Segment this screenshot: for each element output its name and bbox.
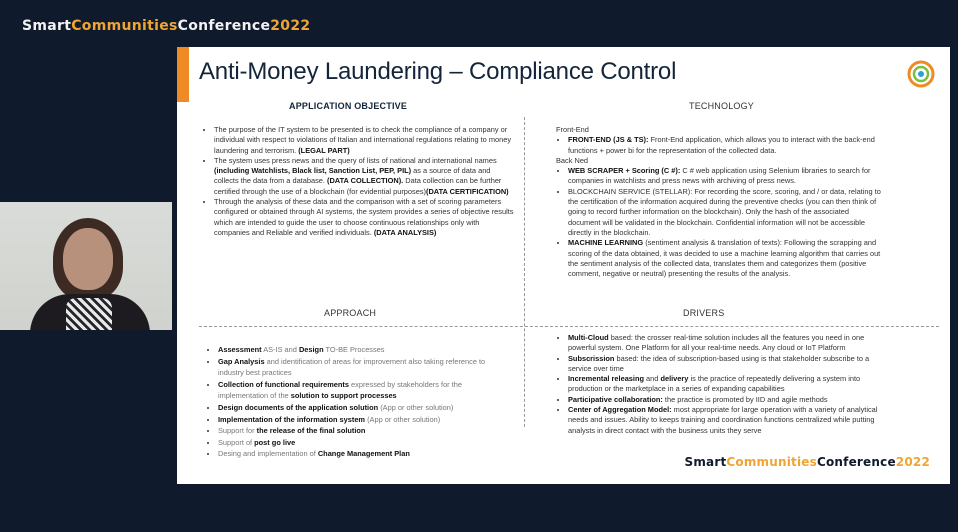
approach-item-text: TO-BE Processes <box>323 345 385 354</box>
approach-item-title: the release of the final solution <box>256 426 366 436</box>
drivers-list <box>556 333 881 436</box>
front-end-label: Front-End <box>556 125 589 134</box>
approach-item-text: expressed by stakeholders for the implementation of the <box>218 379 462 401</box>
application-objective-list <box>202 125 514 238</box>
logo-text-communities: Communities <box>71 18 178 34</box>
approach-item-title: Change Management Plan <box>317 449 410 459</box>
objective-item <box>214 197 514 238</box>
driver-item <box>568 374 881 395</box>
driver-item <box>568 354 881 375</box>
driver-item-text: is the practice of repeatedly delivering a system into production or the marketplace in a series of expanding capabilities <box>568 374 861 394</box>
technology-item <box>568 166 881 187</box>
objective-tag: (DATA CERTIFICATION) <box>426 186 509 196</box>
logo-text-smart: Smart <box>22 18 72 34</box>
approach-item <box>218 402 506 414</box>
technology-item-title: FRONT-END (JS & TS): <box>568 135 649 145</box>
approach-item <box>218 448 506 460</box>
logo-text-conference: Conference <box>177 18 271 34</box>
speaker-video <box>0 202 172 330</box>
approach-item <box>218 414 506 426</box>
technology-item <box>568 187 881 238</box>
driver-item <box>568 395 881 405</box>
column-divider <box>524 117 525 427</box>
logo-text-smart: Smart <box>684 455 727 469</box>
logo-text-year: 2022 <box>270 18 311 34</box>
approach-item-text: Support for <box>218 426 257 436</box>
objective-tag: (including Watchlists, Black list, Sanction List, PEP, PIL) <box>214 166 412 176</box>
technology-item-title: MACHINE LEARNING <box>568 238 644 248</box>
technology-item-title: WEB SCRAPER + Scoring (C #): <box>568 166 681 176</box>
objective-text: Through the analysis of these data and the comparison with a set of scoring parameters configured or obtained through AI systems, the system provides a series of objective results which are intended to guide the user to choose continuous relationships only with companies and Reliable and verified individuals. <box>214 197 514 237</box>
driver-item-title: Multi-Cloud <box>568 333 609 342</box>
technology-item <box>568 238 881 279</box>
objective-tag: (DATA ANALYSIS) <box>373 227 437 237</box>
approach-item-text: (App or other solution) <box>365 414 441 424</box>
approach-item-title: Implementation of the information system <box>218 414 366 424</box>
technology-item-text: Front-End application, which allows you to interact with the back-end functions + power bi for the representation of the collected data. <box>568 135 875 155</box>
driver-item-text: the practice is promoted by IID and agile methods <box>662 394 828 404</box>
approach-item <box>218 379 506 402</box>
objective-text: The purpose of the IT system to be presented is to check the compliance of a company or individual with respect to violations of Italian and international regulations relating to money laundering and terrorism. <box>214 125 512 155</box>
presentation-slide <box>177 47 950 484</box>
row-divider <box>199 326 939 327</box>
logo-text-communities: Communities <box>726 455 817 469</box>
driver-item <box>568 405 881 436</box>
driver-item-text: based: the crosser real-time solution includes all the features you need in one powerful system. One Platform for all your real-time needs. Any cloud or IoT Platform <box>568 333 865 353</box>
approach-item-title: Collection of functional requirements <box>218 379 349 389</box>
conference-mark-icon <box>906 59 936 89</box>
driver-item-title: Center of Aggregation Model: <box>568 405 672 415</box>
driver-item-title: delivery <box>660 374 689 384</box>
logo-text-conference: Conference <box>816 455 896 469</box>
approach-item-text: Desing and implementation of <box>218 449 318 459</box>
application-objective-header: APPLICATION OBJECTIVE <box>289 101 408 111</box>
approach-item-text: AS-IS and <box>261 345 299 354</box>
objective-tag: (LEGAL PART) <box>298 145 350 155</box>
approach-item <box>218 425 506 437</box>
driver-item <box>568 333 881 354</box>
objective-text: as a source of data and collects the data from a database. <box>214 166 491 186</box>
driver-item-title: Subscrission <box>568 353 615 363</box>
speaker-face <box>63 228 113 290</box>
drivers-header: DRIVERS <box>683 308 725 318</box>
driver-item-title: Participative collaboration: <box>568 394 663 404</box>
slide-title: Anti-Money Laundering – Compliance Control <box>199 58 677 85</box>
objective-text: Data collection can be further certified through the use of a blockchain (for evidential purposes) <box>214 176 502 196</box>
driver-item-text: and <box>644 374 661 384</box>
approach-item-text: and identification of areas for improvement also taking reference to industry best practices <box>218 356 486 378</box>
technology-header: TECHNOLOGY <box>689 101 755 111</box>
driver-item-text: most appropriate for large operation with a variety of analytical needs and issues. Ability to keeps training and coordination functions centralized while putting analysts in direct contact with the business units they serve <box>568 405 878 435</box>
technology-item <box>568 135 881 156</box>
objective-item <box>214 156 514 197</box>
approach-item-title: Assessment <box>218 345 262 354</box>
approach-list <box>206 344 506 460</box>
approach-item-text: (App or other solution) <box>378 402 454 412</box>
speaker-shirt <box>66 298 112 330</box>
approach-item <box>218 356 506 379</box>
technology-list <box>556 125 881 279</box>
approach-item-title: post go live <box>254 437 296 447</box>
approach-item-title: Gap Analysis <box>218 356 265 366</box>
slide-conference-logo <box>684 455 930 469</box>
objective-text: The system uses press news and the query of lists of national and international names <box>214 155 497 165</box>
technology-item-text: (sentiment analysis & translation of texts): Following the scrapping and scoring of the data obtained, it was decided to use a machine learning algorithm that carries out the sentiment analysis of the collected data, translates them and categorizes them (positive comment, negative or neutral) presenting the results of the analysis. <box>568 238 881 279</box>
driver-item-text: based: the idea of subscription-based using is that stakeholder subscribe to a service over time <box>568 353 870 373</box>
title-accent-bar <box>177 47 189 102</box>
approach-item-title: solution to support processes <box>290 391 397 401</box>
approach-item <box>218 344 506 356</box>
driver-item-title: Incremental releasing <box>568 374 644 384</box>
approach-header: APPROACH <box>324 308 377 318</box>
logo-text-year: 2022 <box>895 455 930 469</box>
approach-item-title: Design documents of the application solution <box>218 402 379 412</box>
back-end-label: Back Ned <box>556 155 589 165</box>
conference-logo <box>22 18 310 34</box>
objective-item <box>214 125 514 156</box>
approach-item-text: Support of <box>218 437 255 447</box>
approach-item-title: Design <box>298 345 324 354</box>
technology-item-text: C # web application using Selenium libraries to search for companies in watchlists and press news with archiving of press news. <box>568 166 871 186</box>
objective-tag: (DATA COLLECTION). <box>326 176 404 186</box>
approach-item <box>218 437 506 449</box>
technology-item-text: BLOCKCHAIN SERVICE (STELLAR): For recording the score, scoring, and / or data, relating to the certification of the information acquired during the preventive checks (you can then think of going to record further information on the blockchain). Only the hash of the associated document will be validated in the blockchain. Confidential information will not be accessible directly in the blockchain. <box>568 186 881 237</box>
